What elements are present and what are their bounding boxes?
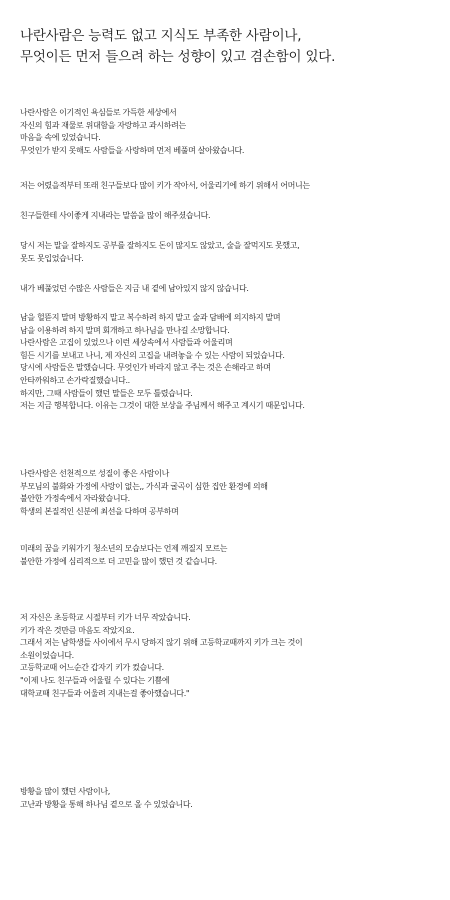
text-line: 방황을 많이 했던 사람이나, (20, 787, 110, 796)
paragraph-1 (20, 107, 445, 157)
text-line: 고등학교때 어느순간 갑자기 키가 컸습니다. (20, 663, 164, 673)
title-line-1: 나란사람은 능력도 없고 지식도 부족한 사람이나, (20, 28, 302, 44)
text-line: 힘든 시기를 보내고 나니, 제 자신의 고집을 내려놓을 수 있는 사람이 되었습니다. (20, 350, 285, 360)
text-line: 저는 어렸을적부터 또래 친구들보다 많이 키가 작아서, 어울리기에 하기 위해서 어머니는 (20, 181, 310, 190)
text-line: 소원이었습니다. (20, 650, 74, 660)
text-line: 나란사람은 고집이 있었으나 이런 세상속에서 사람들과 어울리며 (20, 338, 233, 348)
text-line: 당시 저는 말을 잘하지도 공부를 잘하지도 돈이 많지도 않았고, 술을 잘먹지도 못했고, (20, 241, 300, 250)
paragraph-6 (20, 312, 445, 413)
text-line: 하지만, 그때 사람들이 했던 말들은 모두 틀렸습니다. (20, 388, 193, 398)
paragraph-9 (20, 612, 445, 700)
text-line: 친구들한테 사이좋게 지내라는 말씀을 많이 해주셨습니다. (20, 211, 211, 220)
text-line: 당시에 사람들은 말했습니다. 무엇인가 바라지 않고 주는 것은 손해라고 하며 (20, 363, 271, 373)
text-line: 불안한 가정에 심리적으로 더 고민을 많이 했던 것 같습니다. (20, 556, 217, 566)
paragraph-5 (20, 283, 445, 296)
text-line: "이제 나도 친구들과 어울릴 수 있다는 기쁨에 (20, 675, 170, 685)
text-line: 저는 지금 행복합니다. 이유는 그것이 대한 보상을 주님께서 해주고 계시기 때문입니다. (20, 401, 305, 411)
paragraph-10 (20, 786, 445, 811)
text-line: 마음을 속에 있었습니다. (20, 133, 101, 143)
text-line: 미래의 꿈을 키워가기 청소년의 모습보다는 언제 깨질지 모르는 (20, 544, 228, 553)
page-title (20, 26, 440, 68)
title-line-2: 무엇이든 먼저 들으려 하는 성향이 있고 겸손함이 있다. (20, 49, 336, 65)
paragraph-2 (20, 180, 445, 193)
paragraph-3 (20, 210, 445, 223)
paragraph-7 (20, 468, 445, 518)
text-line: 부모님의 불화와 가정에 사랑이 없는,, 가식과 굴곡이 심한 집안 환경에 의해 (20, 481, 268, 491)
text-line: 저 자신은 초등학교 시절부터 키가 너무 작았습니다. (20, 613, 191, 622)
text-line: 학생의 본질적인 신분에 최선을 다하며 공부하며 (20, 506, 179, 516)
text-line: 키가 작은 것만큼 마음도 작았지요. (20, 625, 135, 635)
text-line: 불안한 가정속에서 자라왔습니다. (20, 494, 130, 504)
text-line: 그래서 저는 남학생들 사이에서 무시 당하지 않기 위해 고등학교때까지 키가 크는 것이 (20, 638, 303, 648)
text-line: 못도 못입었습니다. (20, 253, 84, 263)
text-line: 대학교때 친구들과 어울려 지내는걸 좋아했습니다." (20, 688, 190, 698)
text-line: 안타까워하고 손가락질했습니다.. (20, 375, 130, 385)
text-line: 남을 헐뜯지 말며 방황하지 말고 복수하려 하지 말고 술과 담배에 의지하지 말며 (20, 313, 281, 322)
text-line: 무엇인가 받지 못해도 사람들을 사랑하며 먼저 베풀며 살아왔습니다. (20, 145, 245, 155)
paragraph-8 (20, 543, 445, 568)
text-line: 남을 이용하려 하지 말며 회개하고 하나님을 만나길 소망합니다. (20, 325, 230, 335)
paragraph-4 (20, 240, 445, 265)
text-line: 내가 베풀었던 수많은 사람들은 지금 내 곁에 남아있지 않지 않습니다. (20, 284, 249, 293)
text-line: 나란사람은 이기적인 욕심들로 가득한 세상에서 (20, 108, 177, 117)
text-line: 고난과 방황을 통해 하나님 곁으로 올 수 있었습니다. (20, 799, 193, 809)
text-line: 자신의 힘과 재물로 위대함을 자랑하고 과시하려는 (20, 120, 186, 130)
text-line: 나란사람은 선천적으로 성질이 좋은 사람이나 (20, 469, 169, 478)
